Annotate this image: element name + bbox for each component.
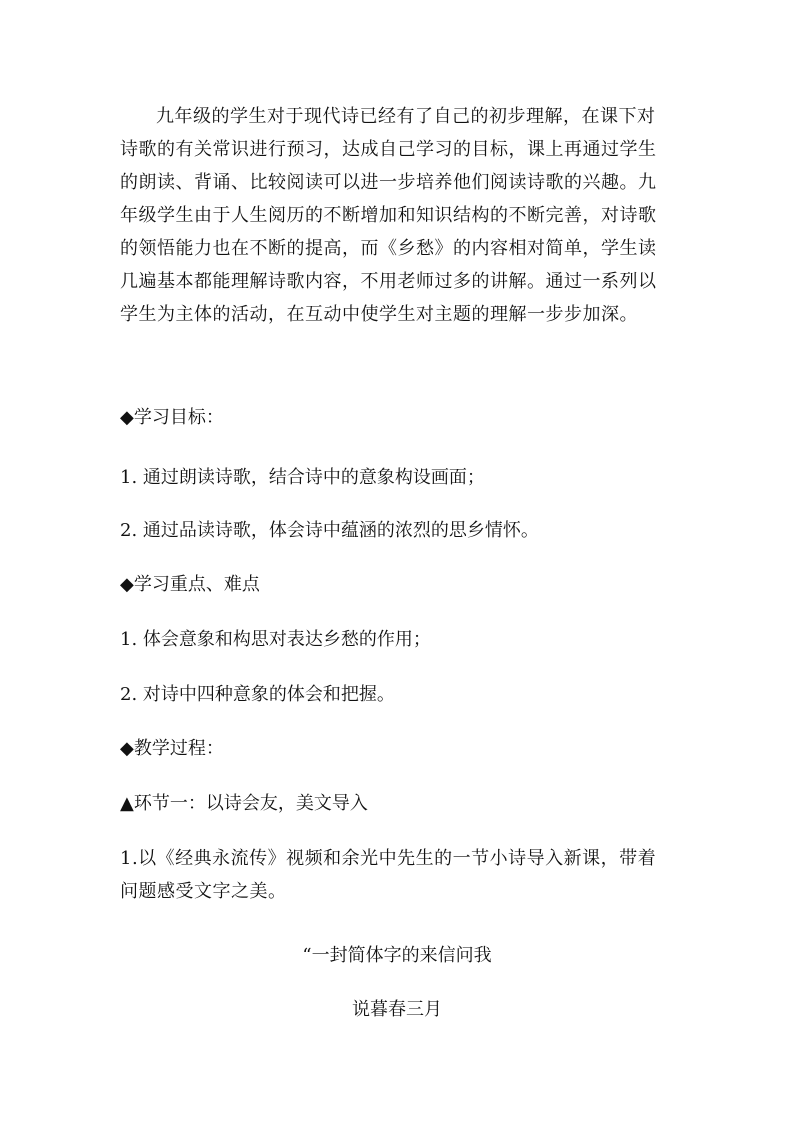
process-section-title: ▲环节一：以诗会友，美文导入 [120, 793, 368, 814]
intro-paragraph: 九年级的学生对于现代诗已经有了自己的初步理解，在课下对诗歌的有关常识进行预习，达成自己学习的目标，课上再通过学生的朗读、背诵、比较阅读可以进一步培养他们阅读诗歌的兴趣。九年级学生由于人生阅历的不断增加和知识结构的不断完善，对诗歌的领悟能力也在不断的提高，而《乡愁》的内容相对简单，学生读几遍基本都能理解诗歌内容，不用老师过多的讲解。通过一系列以学生为主体的活动，在互动中使学生对主题的理解一步步加深。 [120, 106, 657, 325]
key-points-heading: ◆学习重点、难点 [120, 574, 260, 595]
key-point-item-1: 1. 体会意象和构思对表达乡愁的作用； [120, 629, 431, 650]
poem-line-1: “一封简体字的来信问我 [302, 945, 492, 966]
process-step-block [120, 842, 673, 908]
learning-goal-item-2: 2. 通过品读诗歌，体会诗中蕴涵的浓烈的思乡情怀。 [120, 520, 539, 541]
learning-goal-item-1: 1. 通过朗读诗歌，结合诗中的意象构设画面； [120, 467, 485, 488]
intro-block [120, 100, 673, 331]
learning-goals-heading: ◆学习目标： [120, 407, 224, 428]
process-heading: ◆教学过程： [120, 738, 224, 759]
process-step-text: 1.以《经典永流传》视频和余光中先生的一节小诗导入新课，带着问题感受文字之美。 [120, 848, 657, 902]
poem-line-2: 说暮春三月 [352, 999, 442, 1020]
key-point-item-2: 2. 对诗中四种意象的体会和把握。 [120, 684, 395, 705]
